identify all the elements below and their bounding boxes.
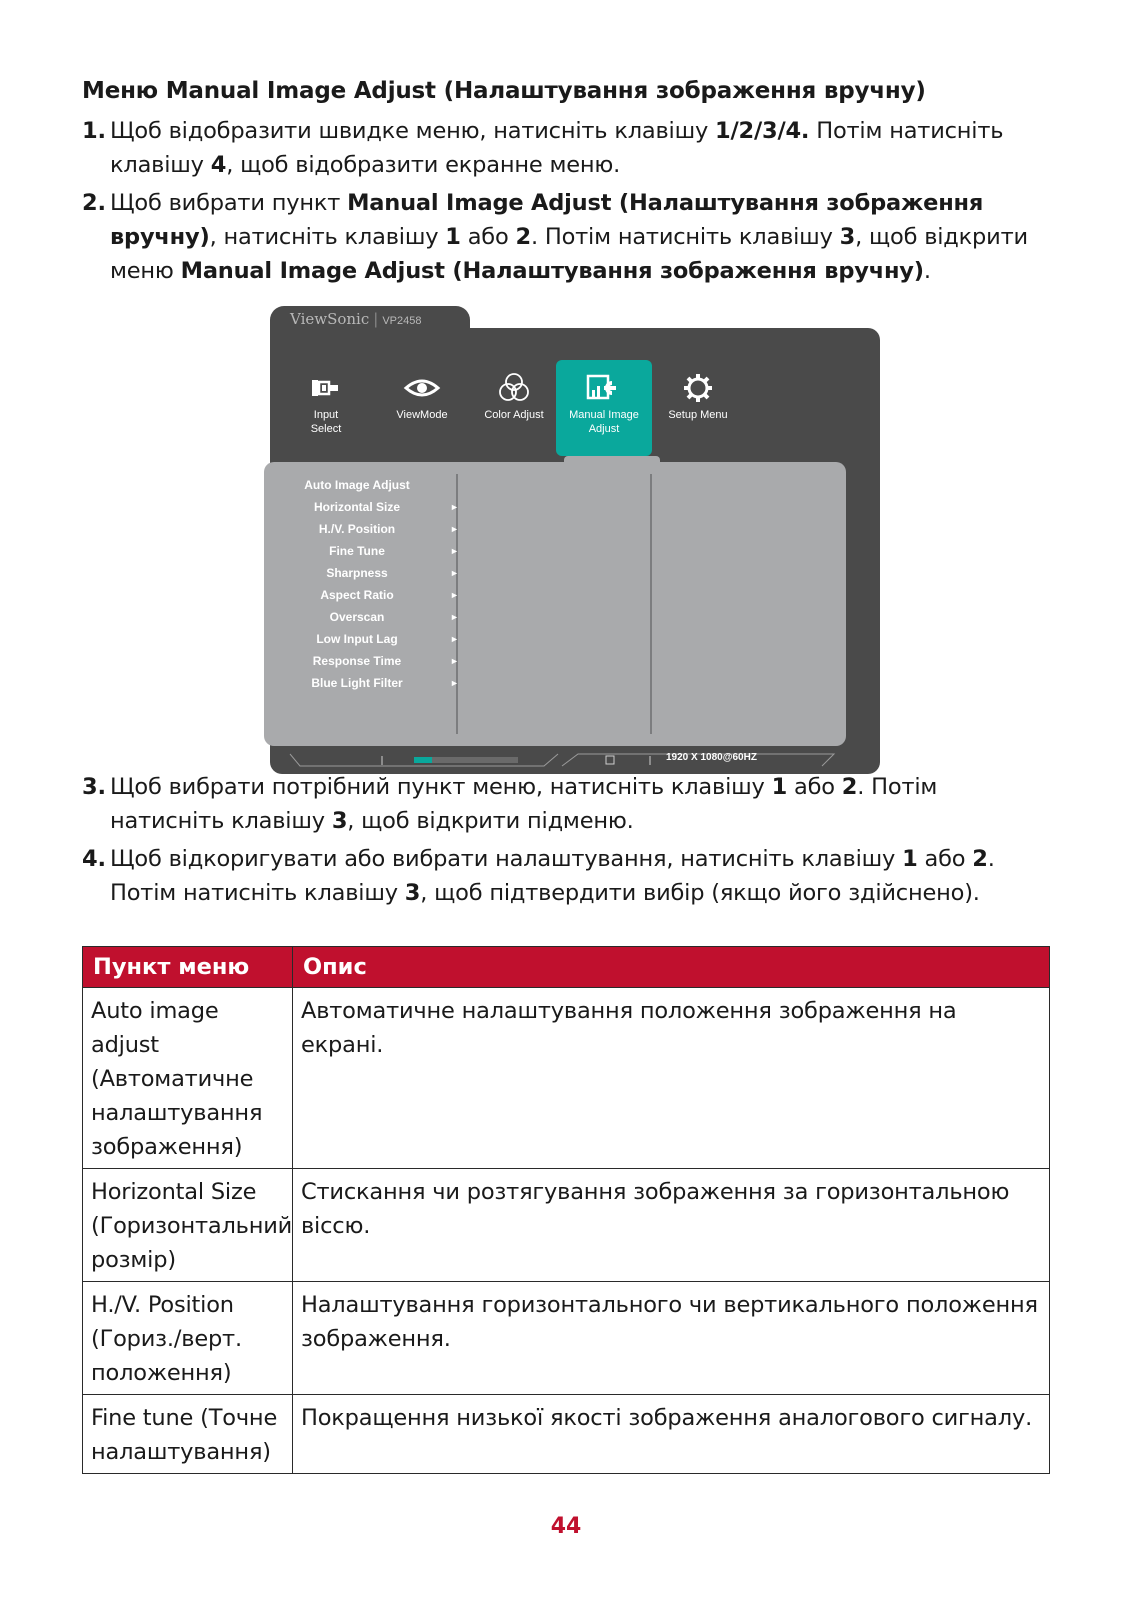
osd-menu-item-aspect-ratio[interactable]: Aspect Ratio ► — [282, 584, 462, 606]
step-key: 1 — [771, 774, 788, 800]
panel-divider — [650, 474, 652, 734]
step-text: або — [917, 846, 973, 872]
header-description: Опис — [293, 947, 1050, 988]
osd-tab-bar — [278, 360, 878, 456]
arrow-right-icon: ► — [450, 634, 459, 644]
step-text: . — [923, 258, 931, 284]
step-menu-name: Manual Image Adjust (Налаштування зображення — [347, 190, 984, 216]
osd-brand-logo: ViewSonic | VP2458 — [290, 310, 422, 328]
manual-image-adjust-icon — [584, 370, 624, 406]
step-key: 3 — [331, 808, 348, 834]
table-row — [83, 1282, 1050, 1395]
tab-label: Input — [313, 409, 339, 421]
osd-menu-item-low-input-lag[interactable]: Low Input Lag ► — [282, 628, 462, 650]
step-key: 1/2/3/4. — [715, 118, 810, 144]
osd-menu-item-horizontal-size[interactable]: Horizontal Size ► — [282, 496, 462, 518]
step-text: Щоб вибрати пункт — [110, 190, 348, 216]
table-header-row — [83, 947, 1050, 988]
tab-label: Select — [310, 423, 342, 435]
input-select-icon — [306, 370, 346, 406]
arrow-right-icon: ► — [450, 546, 459, 556]
osd-menu-list — [282, 474, 462, 694]
step-key: 2 — [841, 774, 858, 800]
step-text: Потім натисніть клавішу — [110, 880, 405, 906]
step-number: 2. — [82, 190, 106, 216]
step-text: або — [460, 224, 516, 250]
step-text: Потім натисніть — [809, 118, 1004, 144]
step-number: 4. — [82, 846, 106, 872]
tab-label: Color Adjust — [484, 409, 544, 421]
cell-description: Стискання чи розтягування зображення за горизонтальною віссю. — [293, 1169, 1050, 1282]
resolution-readout: 1920 X 1080@60HZ — [666, 752, 757, 763]
step-key: 1 — [902, 846, 918, 872]
step-key: 3 — [839, 224, 856, 250]
cell-description: Покращення низької якості зображення аналогового сигналу. — [293, 1395, 1050, 1474]
osd-tab-color-adjust[interactable] — [466, 360, 562, 456]
cell-menu-item: Auto image adjust (Автоматичне налаштування зображення) — [83, 988, 293, 1169]
status-bar-outline — [282, 752, 842, 768]
arrow-right-icon: ► — [450, 612, 459, 622]
osd-tab-setup-menu[interactable] — [650, 360, 746, 456]
color-circles-icon — [494, 370, 534, 406]
arrow-right-icon: ► — [450, 568, 459, 578]
step-text: меню — [110, 258, 181, 284]
eye-icon — [402, 370, 442, 406]
osd-menu-item-blue-light-filter[interactable]: Blue Light Filter ► — [282, 672, 462, 694]
osd-tab-input-select[interactable] — [278, 360, 374, 456]
cell-description: Автоматичне налаштування положення зображення на екрані. — [293, 988, 1050, 1169]
arrow-right-icon: ► — [450, 656, 459, 666]
step-text: Щоб вибрати потрібний пункт меню, натисніть клавішу — [110, 774, 772, 800]
step-2 — [82, 186, 1052, 288]
step-key: 4 — [210, 152, 227, 178]
osd-screenshot — [270, 306, 880, 774]
osd-tab-manual-image-adjust[interactable] — [556, 360, 652, 456]
tab-label: ViewMode — [396, 409, 448, 421]
osd-status-bar — [282, 752, 842, 768]
osd-menu-item-hv-position[interactable]: H./V. Position ► — [282, 518, 462, 540]
osd-menu-item-fine-tune[interactable]: Fine Tune ► — [282, 540, 462, 562]
osd-menu-item-response-time[interactable]: Response Time ► — [282, 650, 462, 672]
osd-tab-viewmode[interactable] — [374, 360, 470, 456]
gear-icon — [678, 370, 718, 406]
step-text: . Потім — [857, 774, 938, 800]
cell-menu-item: Horizontal Size (Горизонтальний розмір) — [83, 1169, 293, 1282]
page-number: 44 — [550, 1514, 582, 1539]
step-key: 3 — [404, 880, 421, 906]
table-row — [83, 988, 1050, 1169]
step-4 — [82, 842, 1052, 910]
step-text: клавішу — [110, 152, 211, 178]
osd-menu-item-auto-image-adjust[interactable]: Auto Image Adjust — [304, 478, 410, 492]
step-text: Щоб відкоригувати або вибрати налаштування, натисніть клавішу — [110, 846, 903, 872]
tab-label: Setup Menu — [668, 409, 728, 421]
step-3 — [82, 770, 1052, 838]
osd-body — [270, 328, 880, 774]
model-name: VP2458 — [382, 315, 422, 327]
step-text: або — [787, 774, 842, 800]
cell-description: Налаштування горизонтального чи вертикального положення зображення. — [293, 1282, 1050, 1395]
cell-menu-item: H./V. Position (Гориз./верт. положення) — [83, 1282, 293, 1395]
step-number: 1. — [82, 118, 106, 144]
osd-menu-item-overscan[interactable]: Overscan ► — [282, 606, 462, 628]
step-text: , натисніть клавішу — [209, 224, 446, 250]
step-number: 3. — [82, 774, 106, 800]
step-text: . — [987, 846, 995, 872]
tab-label: Adjust — [588, 423, 620, 435]
arrow-right-icon: ► — [450, 524, 459, 534]
step-text: натисніть клавішу — [110, 808, 332, 834]
section-heading: Меню Manual Image Adjust (Налаштування зображення вручну) — [82, 78, 926, 104]
menu-description-table — [82, 946, 1050, 1474]
tab-label: Manual Image — [569, 409, 639, 421]
osd-menu-panel — [264, 462, 846, 746]
step-key: 1 — [445, 224, 461, 250]
step-text: , щоб підтвердити вибір (якщо його здійснено). — [420, 880, 980, 906]
step-text: , щоб відобразити екранне меню. — [226, 152, 621, 178]
step-text: , щоб відкрити підменю. — [347, 808, 634, 834]
osd-menu-item-sharpness[interactable]: Sharpness ► — [282, 562, 462, 584]
step-menu-name: Manual Image Adjust (Налаштування зображення вручну) — [180, 258, 924, 284]
step-text: . Потім натисніть клавішу — [530, 224, 840, 250]
step-menu-name: вручну) — [110, 224, 210, 250]
step-key: 2 — [515, 224, 531, 250]
step-key: 2 — [972, 846, 988, 872]
cell-menu-item: Fine tune (Точне налаштування) — [83, 1395, 293, 1474]
header-menu-item: Пункт меню — [83, 947, 293, 988]
arrow-right-icon: ► — [450, 678, 459, 688]
step-1 — [82, 114, 1052, 182]
arrow-right-icon: ► — [450, 502, 459, 512]
step-text: Щоб відобразити швидке меню, натисніть клавішу — [110, 118, 716, 144]
arrow-right-icon: ► — [450, 590, 459, 600]
table-row — [83, 1395, 1050, 1474]
brand-name: ViewSonic — [290, 310, 370, 328]
table-row — [83, 1169, 1050, 1282]
step-text: , щоб відкрити — [855, 224, 1028, 250]
